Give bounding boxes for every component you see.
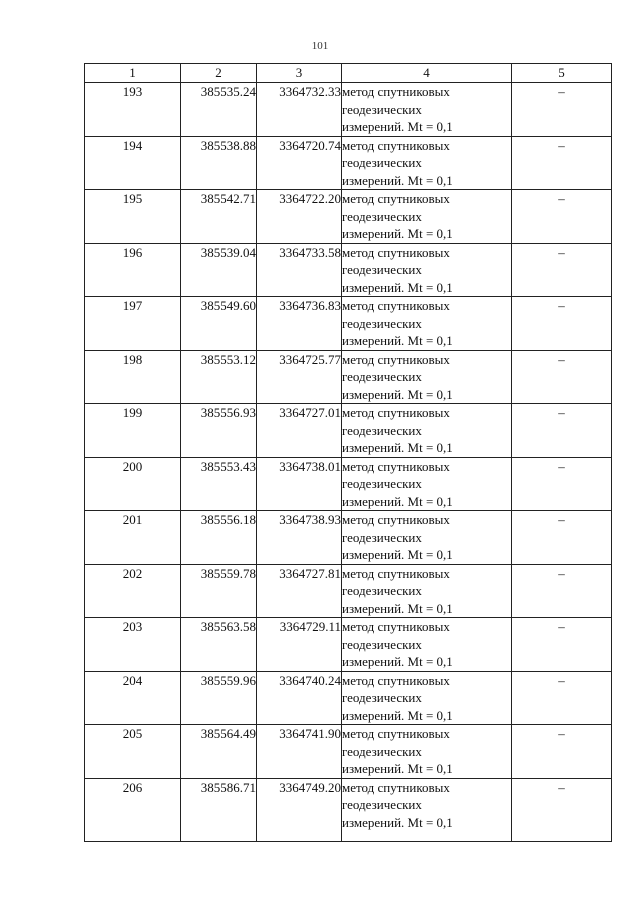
table-row xyxy=(85,243,612,297)
method-line: измерений. Mt = 0,1 xyxy=(342,707,453,723)
method-line: метод спутниковых xyxy=(342,565,450,581)
coordinate-x: 385535.24 xyxy=(181,83,257,137)
method-cell xyxy=(342,404,512,458)
method-line: геодезических xyxy=(342,101,422,117)
table-row xyxy=(85,725,612,779)
method-cell xyxy=(342,136,512,190)
method-line: метод спутниковых xyxy=(342,298,450,313)
method-line: геодезических xyxy=(342,636,422,652)
method-line: метод спутниковых xyxy=(342,672,450,688)
method-line: геодезических xyxy=(342,690,422,705)
coordinate-y: 3364736.83 xyxy=(257,297,342,351)
coordinate-x: 385563.58 xyxy=(181,618,257,672)
column-5-value: – xyxy=(512,404,612,458)
method-line: измерений. Mt = 0,1 xyxy=(342,654,453,669)
method-line: геодезических xyxy=(342,262,422,277)
point-number: 199 xyxy=(85,404,181,458)
coordinate-x: 385559.78 xyxy=(181,564,257,618)
coordinate-x: 385539.04 xyxy=(181,243,257,297)
point-number: 204 xyxy=(85,671,181,725)
point-number: 198 xyxy=(85,350,181,404)
table-row xyxy=(85,457,612,511)
method-line: измерений. Mt = 0,1 xyxy=(342,440,453,455)
coordinate-x: 385553.43 xyxy=(181,457,257,511)
column-header-3: 3 xyxy=(257,64,342,83)
method-line: измерений. Mt = 0,1 xyxy=(342,547,453,562)
method-cell xyxy=(342,83,512,137)
point-number: 203 xyxy=(85,618,181,672)
method-line: метод спутниковых xyxy=(342,726,450,741)
point-number: 201 xyxy=(85,511,181,565)
point-number: 202 xyxy=(85,564,181,618)
method-line: геодезических xyxy=(342,422,422,438)
coordinate-y: 3364727.01 xyxy=(257,404,342,458)
method-cell xyxy=(342,778,512,841)
column-5-value: – xyxy=(512,511,612,565)
method-cell xyxy=(342,725,512,779)
coordinate-y: 3364738.01 xyxy=(257,457,342,511)
method-line: геодезических xyxy=(342,315,422,331)
table-row xyxy=(85,297,612,351)
method-line: измерений. Mt = 0,1 xyxy=(342,761,453,776)
method-line: измерений. Mt = 0,1 xyxy=(342,493,453,509)
coordinate-y: 3364722.20 xyxy=(257,190,342,244)
column-header-5: 5 xyxy=(512,64,612,83)
method-line: измерений. Mt = 0,1 xyxy=(342,172,453,188)
method-cell xyxy=(342,671,512,725)
column-5-value: – xyxy=(512,297,612,351)
coordinate-x: 385559.96 xyxy=(181,671,257,725)
table-row xyxy=(85,618,612,672)
point-number: 196 xyxy=(85,243,181,297)
method-line: геодезических xyxy=(342,743,422,759)
method-line: геодезических xyxy=(342,369,422,384)
method-line: измерений. Mt = 0,1 xyxy=(342,386,453,402)
method-line: метод спутниковых xyxy=(342,137,450,153)
method-line: метод спутниковых xyxy=(342,244,450,260)
table-row xyxy=(85,671,612,725)
method-cell xyxy=(342,297,512,351)
column-5-value: – xyxy=(512,778,612,841)
table-row xyxy=(85,136,612,190)
table-row xyxy=(85,564,612,618)
method-line: метод спутниковых xyxy=(342,84,450,99)
coordinate-y: 3364729.11 xyxy=(257,618,342,672)
column-5-value: – xyxy=(512,350,612,404)
table-row xyxy=(85,778,612,841)
column-header-2: 2 xyxy=(181,64,257,83)
method-line: измерений. Mt = 0,1 xyxy=(342,226,453,241)
method-cell xyxy=(342,190,512,244)
coordinate-y: 3364738.93 xyxy=(257,511,342,565)
column-5-value: – xyxy=(512,83,612,137)
point-number: 206 xyxy=(85,778,181,841)
table-row xyxy=(85,190,612,244)
table-row xyxy=(85,83,612,137)
point-number: 200 xyxy=(85,457,181,511)
method-line: геодезических xyxy=(342,529,422,545)
point-number: 205 xyxy=(85,725,181,779)
column-5-value: – xyxy=(512,457,612,511)
column-5-value: – xyxy=(512,671,612,725)
column-5-value: – xyxy=(512,725,612,779)
coordinate-x: 385553.12 xyxy=(181,350,257,404)
coordinate-x: 385556.93 xyxy=(181,404,257,458)
table-row xyxy=(85,404,612,458)
table-body xyxy=(85,83,612,842)
method-line: геодезических xyxy=(342,797,422,812)
coordinate-y: 3364727.81 xyxy=(257,564,342,618)
column-5-value: – xyxy=(512,618,612,672)
coordinate-y: 3364732.33 xyxy=(257,83,342,137)
method-cell xyxy=(342,511,512,565)
coordinate-x: 385538.88 xyxy=(181,136,257,190)
point-number: 194 xyxy=(85,136,181,190)
column-header-1: 1 xyxy=(85,64,181,83)
coordinates-table xyxy=(84,63,612,842)
method-line: метод спутниковых xyxy=(342,779,450,795)
method-line: измерений. Mt = 0,1 xyxy=(342,119,453,134)
method-cell xyxy=(342,564,512,618)
coordinate-y: 3364740.24 xyxy=(257,671,342,725)
method-line: геодезических xyxy=(342,583,422,598)
method-cell xyxy=(342,457,512,511)
method-line: метод спутниковых xyxy=(342,191,450,206)
method-line: метод спутниковых xyxy=(342,512,450,527)
page-number: 101 xyxy=(311,40,329,52)
coordinate-y: 3364741.90 xyxy=(257,725,342,779)
method-line: измерений. Mt = 0,1 xyxy=(342,600,453,616)
method-line: геодезических xyxy=(342,476,422,491)
table-header-row xyxy=(85,64,612,83)
method-cell xyxy=(342,618,512,672)
method-line: геодезических xyxy=(342,208,422,224)
method-cell xyxy=(342,243,512,297)
method-line: метод спутниковых xyxy=(342,458,450,474)
method-line: метод спутниковых xyxy=(342,351,450,367)
coordinate-x: 385586.71 xyxy=(181,778,257,841)
coordinate-x: 385564.49 xyxy=(181,725,257,779)
method-line: метод спутниковых xyxy=(342,405,450,420)
method-line: измерений. Mt = 0,1 xyxy=(342,333,453,348)
point-number: 193 xyxy=(85,83,181,137)
coordinate-y: 3364733.58 xyxy=(257,243,342,297)
coordinate-y: 3364725.77 xyxy=(257,350,342,404)
coordinate-x: 385549.60 xyxy=(181,297,257,351)
column-header-4: 4 xyxy=(342,64,512,83)
method-line: измерений. Mt = 0,1 xyxy=(342,814,453,830)
method-cell xyxy=(342,350,512,404)
column-5-value: – xyxy=(512,564,612,618)
point-number: 195 xyxy=(85,190,181,244)
column-5-value: – xyxy=(512,190,612,244)
column-5-value: – xyxy=(512,243,612,297)
point-number: 197 xyxy=(85,297,181,351)
coordinate-y: 3364720.74 xyxy=(257,136,342,190)
coordinate-x: 385542.71 xyxy=(181,190,257,244)
method-line: измерений. Mt = 0,1 xyxy=(342,279,453,295)
table-row xyxy=(85,511,612,565)
table-row xyxy=(85,350,612,404)
method-line: геодезических xyxy=(342,155,422,170)
column-5-value: – xyxy=(512,136,612,190)
method-line: метод спутниковых xyxy=(342,619,450,634)
coordinate-x: 385556.18 xyxy=(181,511,257,565)
coordinate-y: 3364749.20 xyxy=(257,778,342,841)
